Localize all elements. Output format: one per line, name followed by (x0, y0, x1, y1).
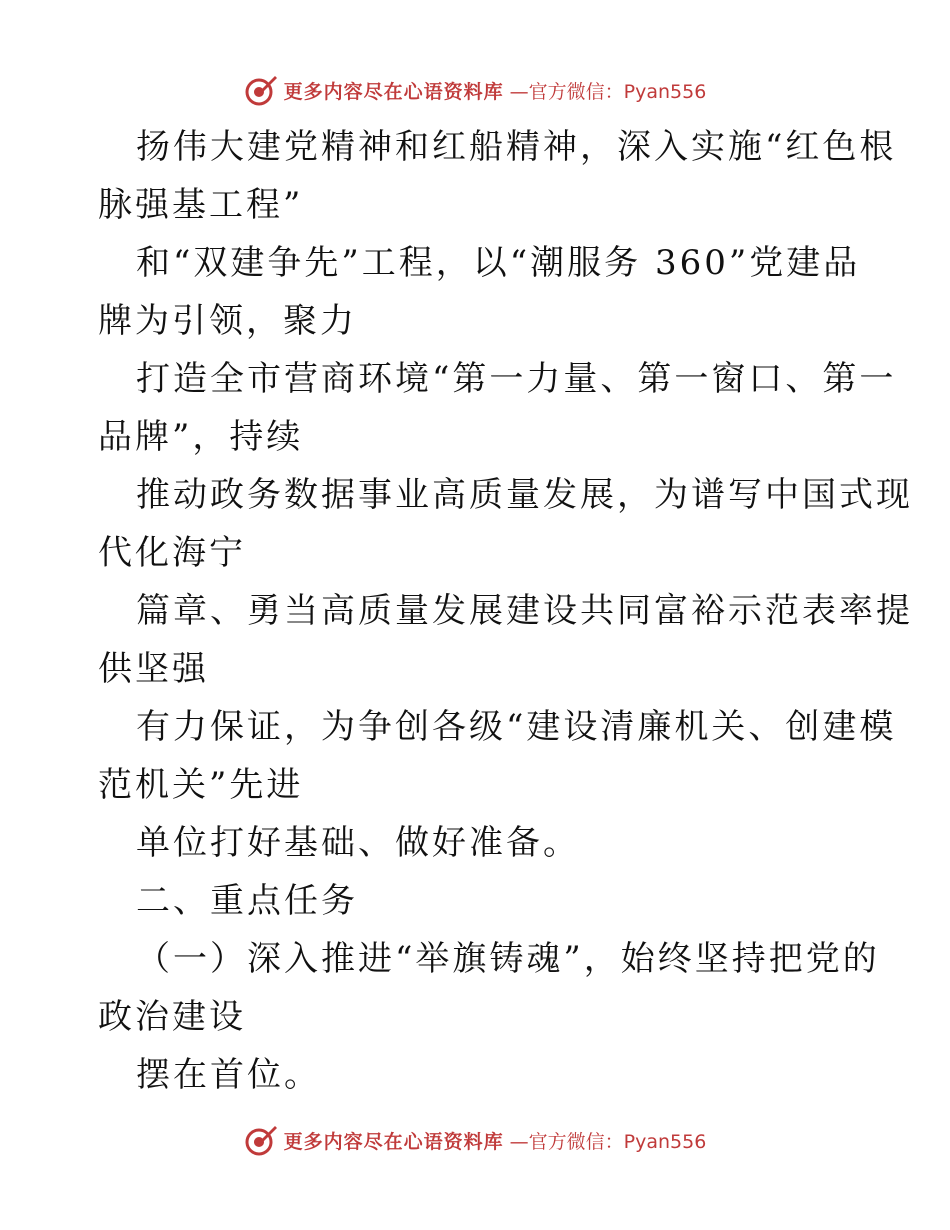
header-banner-sub-text: —官方微信：Pyan556 (509, 80, 707, 103)
text-line: 代化海宁 (98, 533, 246, 573)
section-heading: 二、重点任务 (136, 881, 358, 921)
text-line: 牌为引领，聚力 (98, 301, 357, 341)
text-line: 有力保证，为争创各级“建设清廉机关、创建模 (136, 707, 897, 747)
text-line: 单位打好基础、做好准备。 (136, 823, 580, 863)
text-line: 品牌”，持续 (98, 417, 304, 457)
text-line: 篇章、勇当高质量发展建设共同富裕示范表率提 (136, 591, 913, 631)
text-line: 和“双建争先”工程，以“潮服务 360”党建品 (136, 243, 861, 283)
text-line: 摆在首位。 (136, 1055, 321, 1095)
footer-banner-main-text: 更多内容尽在心语资料库 (283, 1130, 504, 1153)
header-banner-main-text: 更多内容尽在心语资料库 (283, 80, 504, 103)
text-line: 打造全市营商环境“第一力量、第一窗口、第一 (136, 359, 897, 399)
header-watermark-banner (0, 70, 950, 110)
text-line: 推动政务数据事业高质量发展，为谱写中国式现 (136, 475, 913, 515)
document-body (98, 118, 913, 1104)
pen-logo-icon (244, 73, 278, 107)
pen-logo-icon (244, 1123, 278, 1157)
text-line: 扬伟大建党精神和红船精神，深入实施“红色根 (136, 127, 897, 167)
footer-banner-sub-text: —官方微信：Pyan556 (509, 1130, 707, 1153)
text-line: 脉强基工程” (98, 185, 304, 225)
text-line: 范机关”先进 (98, 765, 304, 805)
footer-watermark-banner (0, 1120, 950, 1160)
subsection-heading: （一）深入推进“举旗铸魂”，始终坚持把党的 (136, 939, 880, 979)
text-line: 政治建设 (98, 997, 246, 1037)
text-line: 供坚强 (98, 649, 209, 689)
